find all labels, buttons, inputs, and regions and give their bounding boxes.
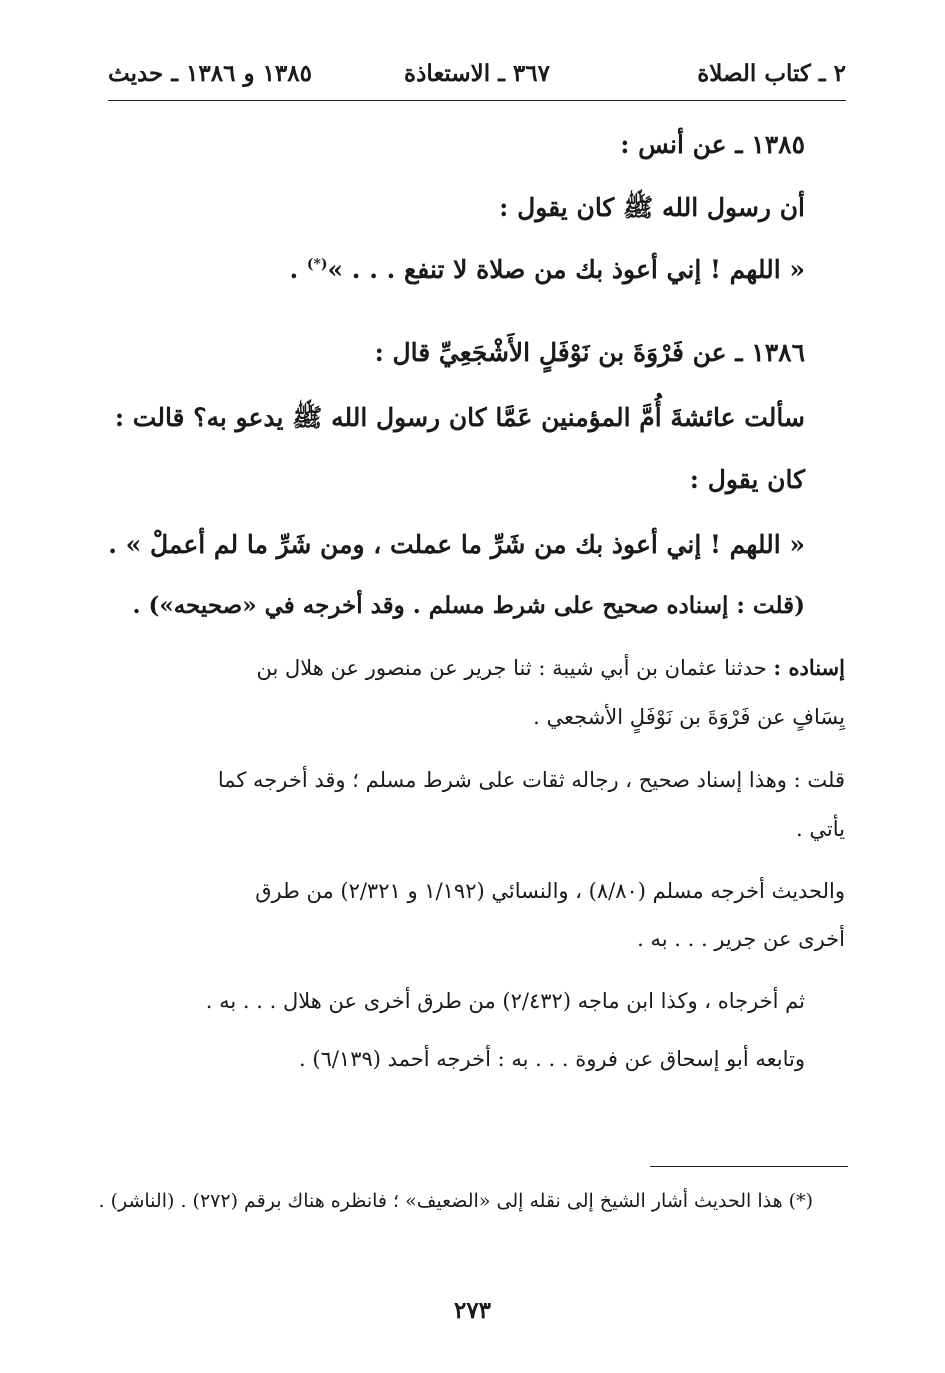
commentary-p4: ثم أخرجاه ، وكذا ابن ماجه (٢/٤٣٢) من طرق أخرى عن هلال . . . به .	[205, 989, 805, 1013]
isnad-label: إسناده :	[773, 655, 845, 680]
isnad-line-2: يِسَافٍ عن فَرْوَةَ بن نَوْفَلٍ الأشجعي .	[533, 705, 845, 729]
header-book-title: ٢ ـ كتاب الصلاة	[697, 60, 846, 87]
footnote-divider	[650, 1166, 848, 1167]
hadith-1385-intro: أن رسول الله ﷺ كان يقول :	[499, 193, 805, 222]
hadith-1386-title: ١٣٨٦ ـ عن فَرْوَةَ بن نَوْفَلٍ الأَشْجَعِيِّ قال :	[374, 338, 805, 367]
hadith-1385-title: ١٣٨٥ ـ عن أنس :	[620, 130, 805, 159]
footnote-reference: (*)	[306, 256, 328, 273]
commentary-p3-line-2: أخرى عن جرير . . . به .	[637, 927, 845, 951]
footnote-text	[99, 1190, 814, 1212]
hadith-1385-end: .	[289, 255, 307, 284]
isnad-text: حدثنا عثمان بن أبي شيبة : ثنا جرير عن منصور عن هلال بن	[256, 656, 774, 680]
commentary-p2-line-1: قلت : وهذا إسناد صحيح ، رجاله ثقات على شرط مسلم ؛ وقد أخرجه كما	[217, 768, 845, 792]
hadith-1386-verdict: (قلت : إسناده صحيح على شرط مسلم . وقد أخرجه في «صحيحه») .	[132, 592, 805, 619]
running-header	[108, 58, 846, 100]
header-divider	[108, 100, 846, 101]
hadith-1386-intro-2: كان يقول :	[689, 465, 805, 494]
isnad-line-1	[257, 655, 846, 680]
footnote-body: هذا الحديث أشار الشيخ إلى نقله إلى «الضعيف» ؛ فانظره هناك برقم (٢٧٢) . (الناشر) .	[98, 1190, 789, 1212]
header-hadith-range: ١٣٨٥ و ١٣٨٦ ـ حديث	[108, 60, 312, 87]
hadith-1386-supplication: « اللهم ! إني أعوذ بك من شَرِّ ما عملت ، ومن شَرِّ ما لم أعملْ » .	[108, 530, 805, 559]
commentary-p5: وتابعه أبو إسحاق عن فروة . . . به : أخرجه أحمد (٦/١٣٩) .	[299, 1047, 805, 1071]
hadith-1386-intro: سألت عائشةَ أُمَّ المؤمنين عَمَّا كان رسول الله ﷺ يدعو به؟ قالت :	[114, 403, 805, 432]
commentary-p3-line-1: والحديث أخرجه مسلم (٨/٨٠) ، والنسائي (١/١٩٢ و ٢/٣٢١) من طرق	[255, 879, 845, 903]
commentary-p2-line-2: يأتي .	[796, 817, 845, 841]
page-number: ٢٧٣	[453, 1297, 492, 1324]
hadith-1385-supplication: « اللهم ! إني أعوذ بك من صلاة لا تنفع . . . »	[327, 255, 805, 284]
header-chapter-title: ٣٦٧ ـ الاستعاذة	[404, 60, 550, 87]
footnote-marker: (*)	[788, 1190, 813, 1212]
hadith-1385-text	[289, 255, 805, 284]
